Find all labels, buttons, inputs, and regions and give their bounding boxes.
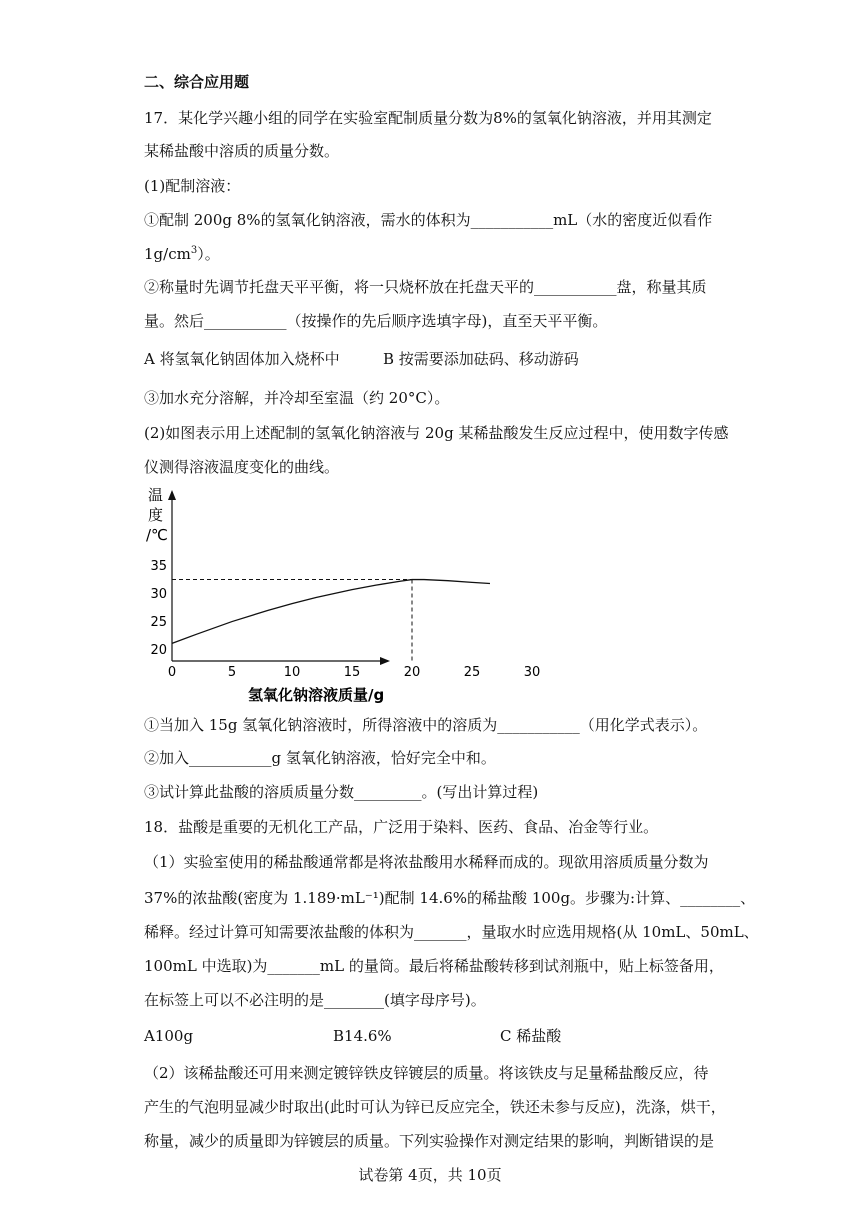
chart-y-tick-label: 35 (150, 559, 167, 574)
q17-intro-line-2: 某稀盐酸中溶质的质量分数。 (144, 142, 340, 160)
page-footer: 试卷第 4页，共 10页 (358, 1166, 502, 1184)
temperature-chart (140, 480, 541, 710)
q18-intro: 18．盐酸是重要的无机化工产品，广泛用于染料、医药、食品、冶金等行业。 (144, 818, 659, 836)
chart-ylabel-char-2: 度 (148, 506, 164, 524)
q17-p2a: ①当加入 15g 氢氧化钠溶液时，所得溶液中的溶质为___________（用化学式表示）。 (144, 716, 708, 734)
chart-ylabel-char-3: /℃ (146, 526, 168, 544)
q18-p1-line-2: 37%的浓盐酸(密度为 1.189·mL⁻¹)配制 14.6%的稀盐酸 100g。步骤为:计算、________、 (144, 889, 756, 907)
chart-ylabel-char-1: 温 (148, 486, 164, 504)
q17-part2-line-1: (2)如图表示用上述配制的氢氧化钠溶液与 20g 某稀盐酸发生反应过程中，使用数字传感 (144, 424, 729, 442)
chart-x-tick-label: 0 (167, 665, 177, 680)
q17-p2c: ③试计算此盐酸的溶质质量分数_________。(写出计算过程) (144, 783, 539, 801)
q17-option-a: A 将氢氧化钠固体加入烧杯中 (144, 350, 340, 368)
chart-x-tick-label: 5 (227, 665, 237, 680)
chart-x-tick-label: 15 (343, 665, 361, 680)
q17-p1c: ③加水充分溶解，并冷却至室温（约 20°C）。 (144, 389, 450, 407)
q17-p1a-end: ）。 (197, 245, 220, 263)
q17-p2b: ②加入___________g 氢氧化钠溶液，恰好完全中和。 (144, 749, 496, 767)
q17-part2-line-2: 仪测得溶液温度变化的曲线。 (144, 458, 340, 476)
q18-p1-line-1: （1）实验室使用的稀盐酸通常都是将浓盐酸用水稀释而成的。现欲用溶质质量分数为 (144, 853, 709, 871)
q18-p1-line-5: 在标签上可以不必注明的是________(填字母序号)。 (144, 991, 486, 1009)
chart-x-tick-label: 25 (463, 665, 481, 680)
chart-series-line (172, 580, 490, 644)
q18-option-c: C 稀盐酸 (500, 1027, 562, 1045)
chart-y-tick-label: 20 (150, 643, 167, 658)
q18-option-a: A100g (144, 1027, 194, 1045)
chart-x-tick-label: 10 (283, 665, 301, 680)
q17-p1a-unit-superscript: 3 (190, 245, 198, 256)
section-title: 二、综合应用题 (144, 73, 250, 91)
q17-p1a-line-1: ①配制 200g 8%的氢氧化钠溶液，需水的体积为___________mL（水的密度近似看作 (144, 211, 713, 229)
chart-xlabel: 氢氧化钠溶液质量/g (248, 686, 385, 704)
q18-p1-line-4: 100mL 中选取)为_______mL 的量筒。最后将稀盐酸转移到试剂瓶中，贴上标签备用， (144, 957, 724, 975)
q17-p1b-line-1: ②称量时先调节托盘天平平衡，将一只烧杯放在托盘天平的___________盘，称量其质 (144, 278, 707, 296)
q18-option-b: B14.6% (333, 1027, 392, 1045)
q17-p1b-line-2: 量。然后___________（按操作的先后顺序选填字母)，直至天平平衡。 (144, 312, 608, 330)
q18-p2-line-2: 产生的气泡明显减少时取出(此时可认为锌已反应完全，铁还未参与反应)，洗涤，烘干， (144, 1098, 726, 1116)
chart-y-axis-arrow (168, 490, 176, 500)
chart-x-tick-label: 30 (523, 665, 541, 680)
q17-option-b: B 按需要添加砝码、移动游码 (383, 350, 579, 368)
q17-p1a-unit: 1g/cm (144, 245, 191, 263)
q18-p2-line-1: （2）该稀盐酸还可用来测定镀锌铁皮锌镀层的质量。将该铁皮与足量稀盐酸反应，待 (144, 1064, 709, 1082)
chart-x-axis-arrow (380, 657, 390, 665)
q17-intro-line-1: 17．某化学兴趣小组的同学在实验室配制质量分数为8%的氢氧化钠溶液，并用其测定 (144, 109, 712, 127)
chart-x-tick-label: 20 (403, 665, 421, 680)
chart-y-tick-label: 25 (150, 615, 167, 630)
q18-p1-line-3: 稀释。经过计算可知需要浓盐酸的体积为_______，量取水时应选用规格(从 10mL、50mL、 (144, 923, 759, 941)
q18-p2-line-3: 称量，减少的质量即为锌镀层的质量。下列实验操作对测定结果的影响，判断错误的是 (144, 1132, 715, 1150)
chart-y-tick-label: 30 (150, 587, 167, 602)
q17-p1a-line-2 (144, 244, 220, 264)
q17-part1-title: (1)配制溶液： (144, 177, 241, 195)
